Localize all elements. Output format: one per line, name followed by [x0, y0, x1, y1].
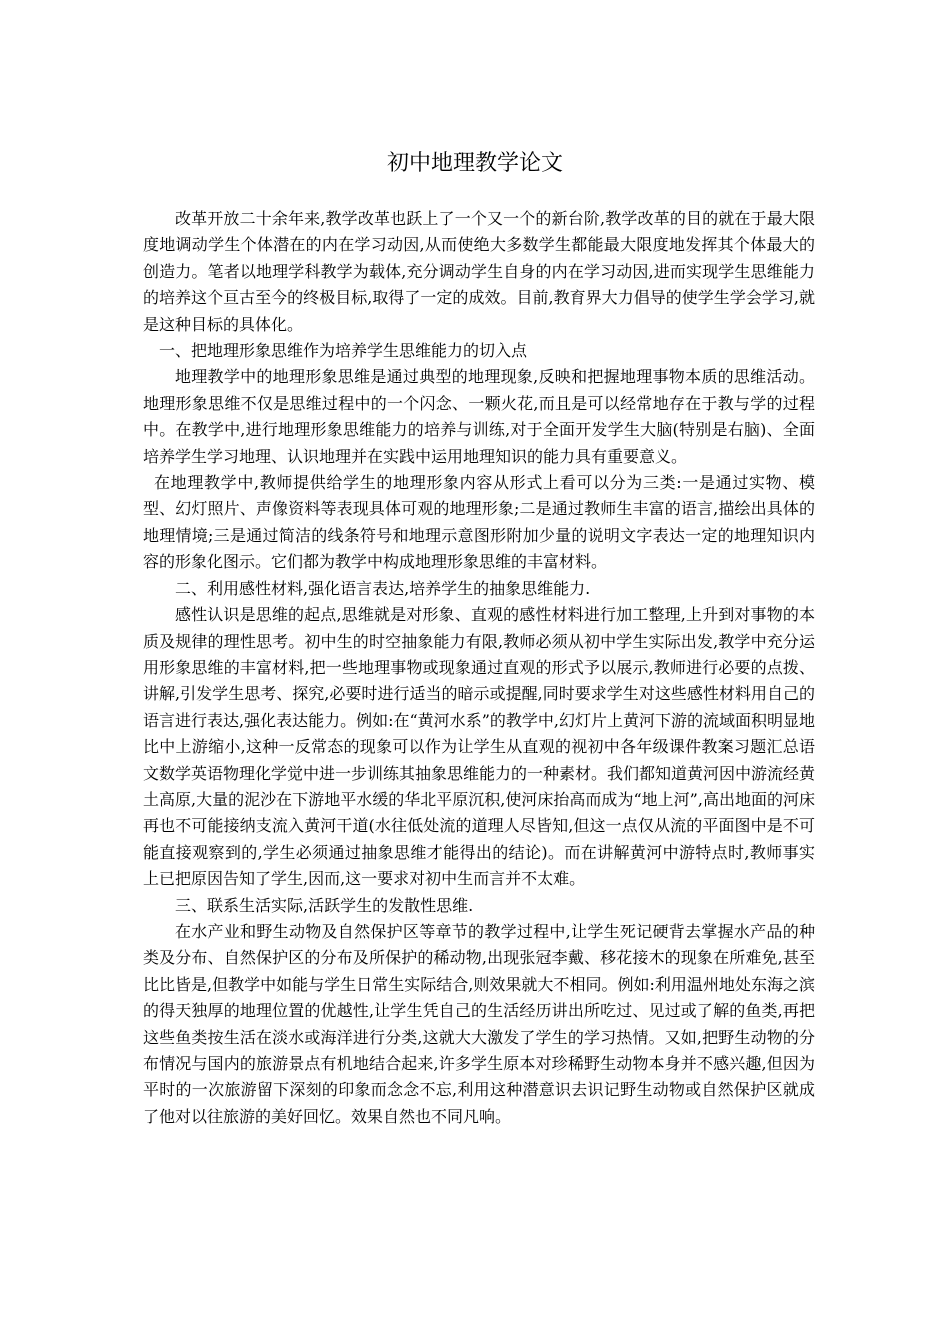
paragraph-section-2: 感性认识是思维的起点,思维就是对形象、直观的感性材料进行加工整理,上升到对事物的本质及规律的理性思考。初中生的时空抽象能力有限,教师必须从初中学生实际出发,教学中充分运用形象思维的丰富材料,把一些地理事物或现象通过直观的形式予以展示,教师进行必要的点拨、讲解,引发学生思考、探究,必要时进行适当的暗示或提醒,同时要求学生对这些感性材料用自己的语言进行表达,强化表达能力。例如:在“黄河水系”的教学中,幻灯片上黄河下游的流域面积明显地比中上游缩小,这种一反常态的现象可以作为让学生从直观的视初中各年级课件教案习题汇总语文数学英语物理化学觉中进一步训练其抽象思维能力的一种素材。我们都知道黄河因中游流经黄土高原,大量的泥沙在下游地平水缓的华北平原沉积,使河床抬高而成为“地上河”,高出地面的河床再也不可能接纳支流入黄河干道(水往低处流的道理人尽皆知,但这一点仅从流的平面图中是不可能直接观察到的,学生必须通过抽象思维才能得出的结论)。而在讲解黄河中游特点时,教师事实上已把原因告知了学生,因而,这一要求对初中生而言并不太难。	[143, 605, 816, 889]
paragraph-section-1a: 地理教学中的地理形象思维是通过典型的地理现象,反映和把握地理事物本质的思维活动。地理形象思维不仅是思维过程中的一个闪念、一颗火花,而且是可以经常地存在于教与学的过程中。在教学中,进行地理形象思维能力的培养与训练,对于全面开发学生大脑(特别是右脑)、全面培养学生学习地理、认识地理并在实践中运用地理知识的能力具有重要意义。	[143, 367, 815, 466]
section-heading-3: 三、联系生活实际,活跃学生的发散性思维.	[175, 895, 474, 915]
paragraph-section-3: 在水产业和野生动物及自然保护区等章节的教学过程中,让学生死记硬背去掌握水产品的种类及分布、自然保护区的分布及所保护的稀动物,出现张冠李戴、移花接木的现象在所难免,甚至比比皆是,但教学中如能与学生日常生实际结合,则效果就大不相同。例如:利用温州地处东海之滨的得天独厚的地理位置的优越性,让学生凭自己的生活经历讲出所吃过、见过或了解的鱼类,再把这些鱼类按生活在淡水或海洋进行分类,这就大大激发了学生的学习热情。又如,把野生动物的分布情况与国内的旅游景点有机地结合起来,许多学生原本对珍稀野生动物本身并不感兴趣,但因为平时的一次旅游留下深刻的印象而念念不忘,利用这种潜意识去识记野生动物或自然保护区就成了他对以往旅游的美好回忆。效果自然也不同凡响。	[143, 921, 815, 1126]
section-heading-2: 二、利用感性材料,强化语言表达,培养学生的抽象思维能力.	[175, 578, 591, 598]
document-body	[143, 206, 815, 1130]
paragraph-intro: 改革开放二十余年来,教学改革也跃上了一个又一个的新台阶,教学改革的目的就在于最大限度地调动学生个体潜在的内在学习动因,从而使绝大多数学生都能最大限度地发挥其个体最大的创造力。笔者以地理学科教学为载体,充分调动学生自身的内在学习动因,进而实现学生思维能力的培养这个亘古至今的终极目标,取得了一定的成效。目前,教育界大力倡导的使学生学会学习,就是这种目标的具体化。	[143, 209, 815, 334]
paragraph-section-1b: 在地理教学中,教师提供给学生的地理形象内容从形式上看可以分为三类:一是通过实物、模型、幻灯照片、声像资料等表现具体可观的地理形象;二是通过教师生丰富的语言,描绘出具体的地理情境;三是通过简洁的线条符号和地理示意图形附加少量的说明文字表达一定的地理知识内容的形象化图示。它们都为教学中构成地理形象思维的丰富材料。	[143, 473, 815, 572]
document-title: 初中地理教学论文	[386, 151, 563, 176]
section-heading-1: 一、把地理形象思维作为培养学生思维能力的切入点	[159, 341, 528, 361]
